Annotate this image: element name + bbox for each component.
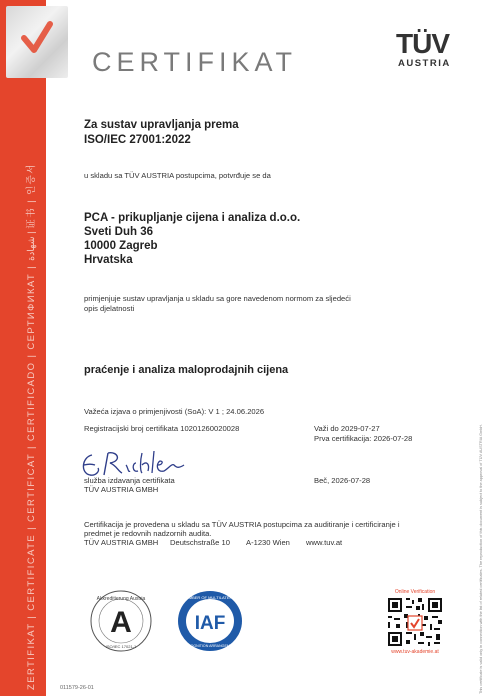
accreditation-austria-seal [88,588,154,654]
footer-company: TÜV AUSTRIA GMBH [84,538,159,547]
iaf-arc-bottom: RECOGNITION ARRANGEMENT [182,644,238,648]
scope-intro-line2: opis djelatnosti [84,304,135,313]
seal-a-letter: A [110,606,132,639]
footer-city: A-1230 Wien [246,538,290,547]
side-strip-text: ZERTIFIKAT | CERTIFICATE | CERTIFICAT | CERTIFICADO | СЕРТИФИКАТ | شهادة | 证书 | 인증서 [26,163,37,690]
issuer-line1: služba izdavanja certifikata [84,476,175,485]
standard-line1: Za sustav upravljanja prema [84,119,239,131]
organization-street: Sveti Duh 36 [84,226,154,238]
organization-country: Hrvatska [84,254,133,266]
standard-line2: ISO/IEC 27001:2022 [84,134,191,146]
issuer-line2: TÜV AUSTRIA GMBH [84,485,159,494]
iaf-arc-top: MEMBER OF MULTILATERAL [182,595,238,600]
scope-text: praćenje i analiza maloprodajnih cijena [84,364,289,376]
organization-name: PCA - prikupljanje cijena i analiza d.o.o. [84,212,301,224]
qr-verification[interactable] [384,589,446,655]
seal-a-top: Akkreditierung Austria [96,596,146,602]
iaf-center: IAF [194,613,226,634]
vertical-note: This certificate is valid only in connection with the list of related certificates. The reproduction of this document is subject to the approval of TÜV AUSTRIA GmbH. [479,423,483,694]
hologram-check-icon [6,6,68,78]
iaf-seal [176,589,244,653]
qr-url[interactable]: www.tuv-akademie.at [391,649,439,655]
organization-city: 10000 Zagreb [84,240,158,252]
footer-street: Deutschstraße 10 [170,538,230,547]
austria-logo-text: AUSTRIA [398,58,451,69]
place-date: Beč, 2026-07-28 [314,476,371,485]
first-certification: Prva certifikacija: 2026-07-28 [314,434,413,443]
scope-intro-line1: primjenjuje sustav upravljanja u skladu sa gore navedenom normom za sljedeći [84,294,351,303]
intro-text: u skladu sa TÜV AUSTRIA postupcima, potvrđuje se da [84,171,271,180]
soa-text: Važeća izjava o primjenjivosti (SoA): V 1 ; 24.06.2026 [84,407,265,416]
tuv-austria-logo [396,28,466,69]
tuv-logo-text: TÜV [396,28,449,59]
registration-number: Registracijski broj certifikata 10201260020028 [84,424,240,433]
valid-until: Važi do 2029-07-27 [314,424,380,433]
side-strip [0,0,46,696]
footer-web[interactable]: www.tuv.at [306,538,343,547]
qr-code-icon[interactable] [386,596,444,648]
seal-a-bottom: ISO/IEC 17021-1 [105,644,137,649]
footer-line1: Certifikacija je provedena u skladu sa TÜV AUSTRIA postupcima za auditiranje i certificiranje i [84,520,400,529]
document-number: 011579-26-01 [60,685,94,691]
qr-label: Online Verification [394,589,436,595]
footer-line2: predmet je redovnih nadzornih audita. [84,529,212,538]
page-title: CERTIFIKAT [92,47,298,77]
